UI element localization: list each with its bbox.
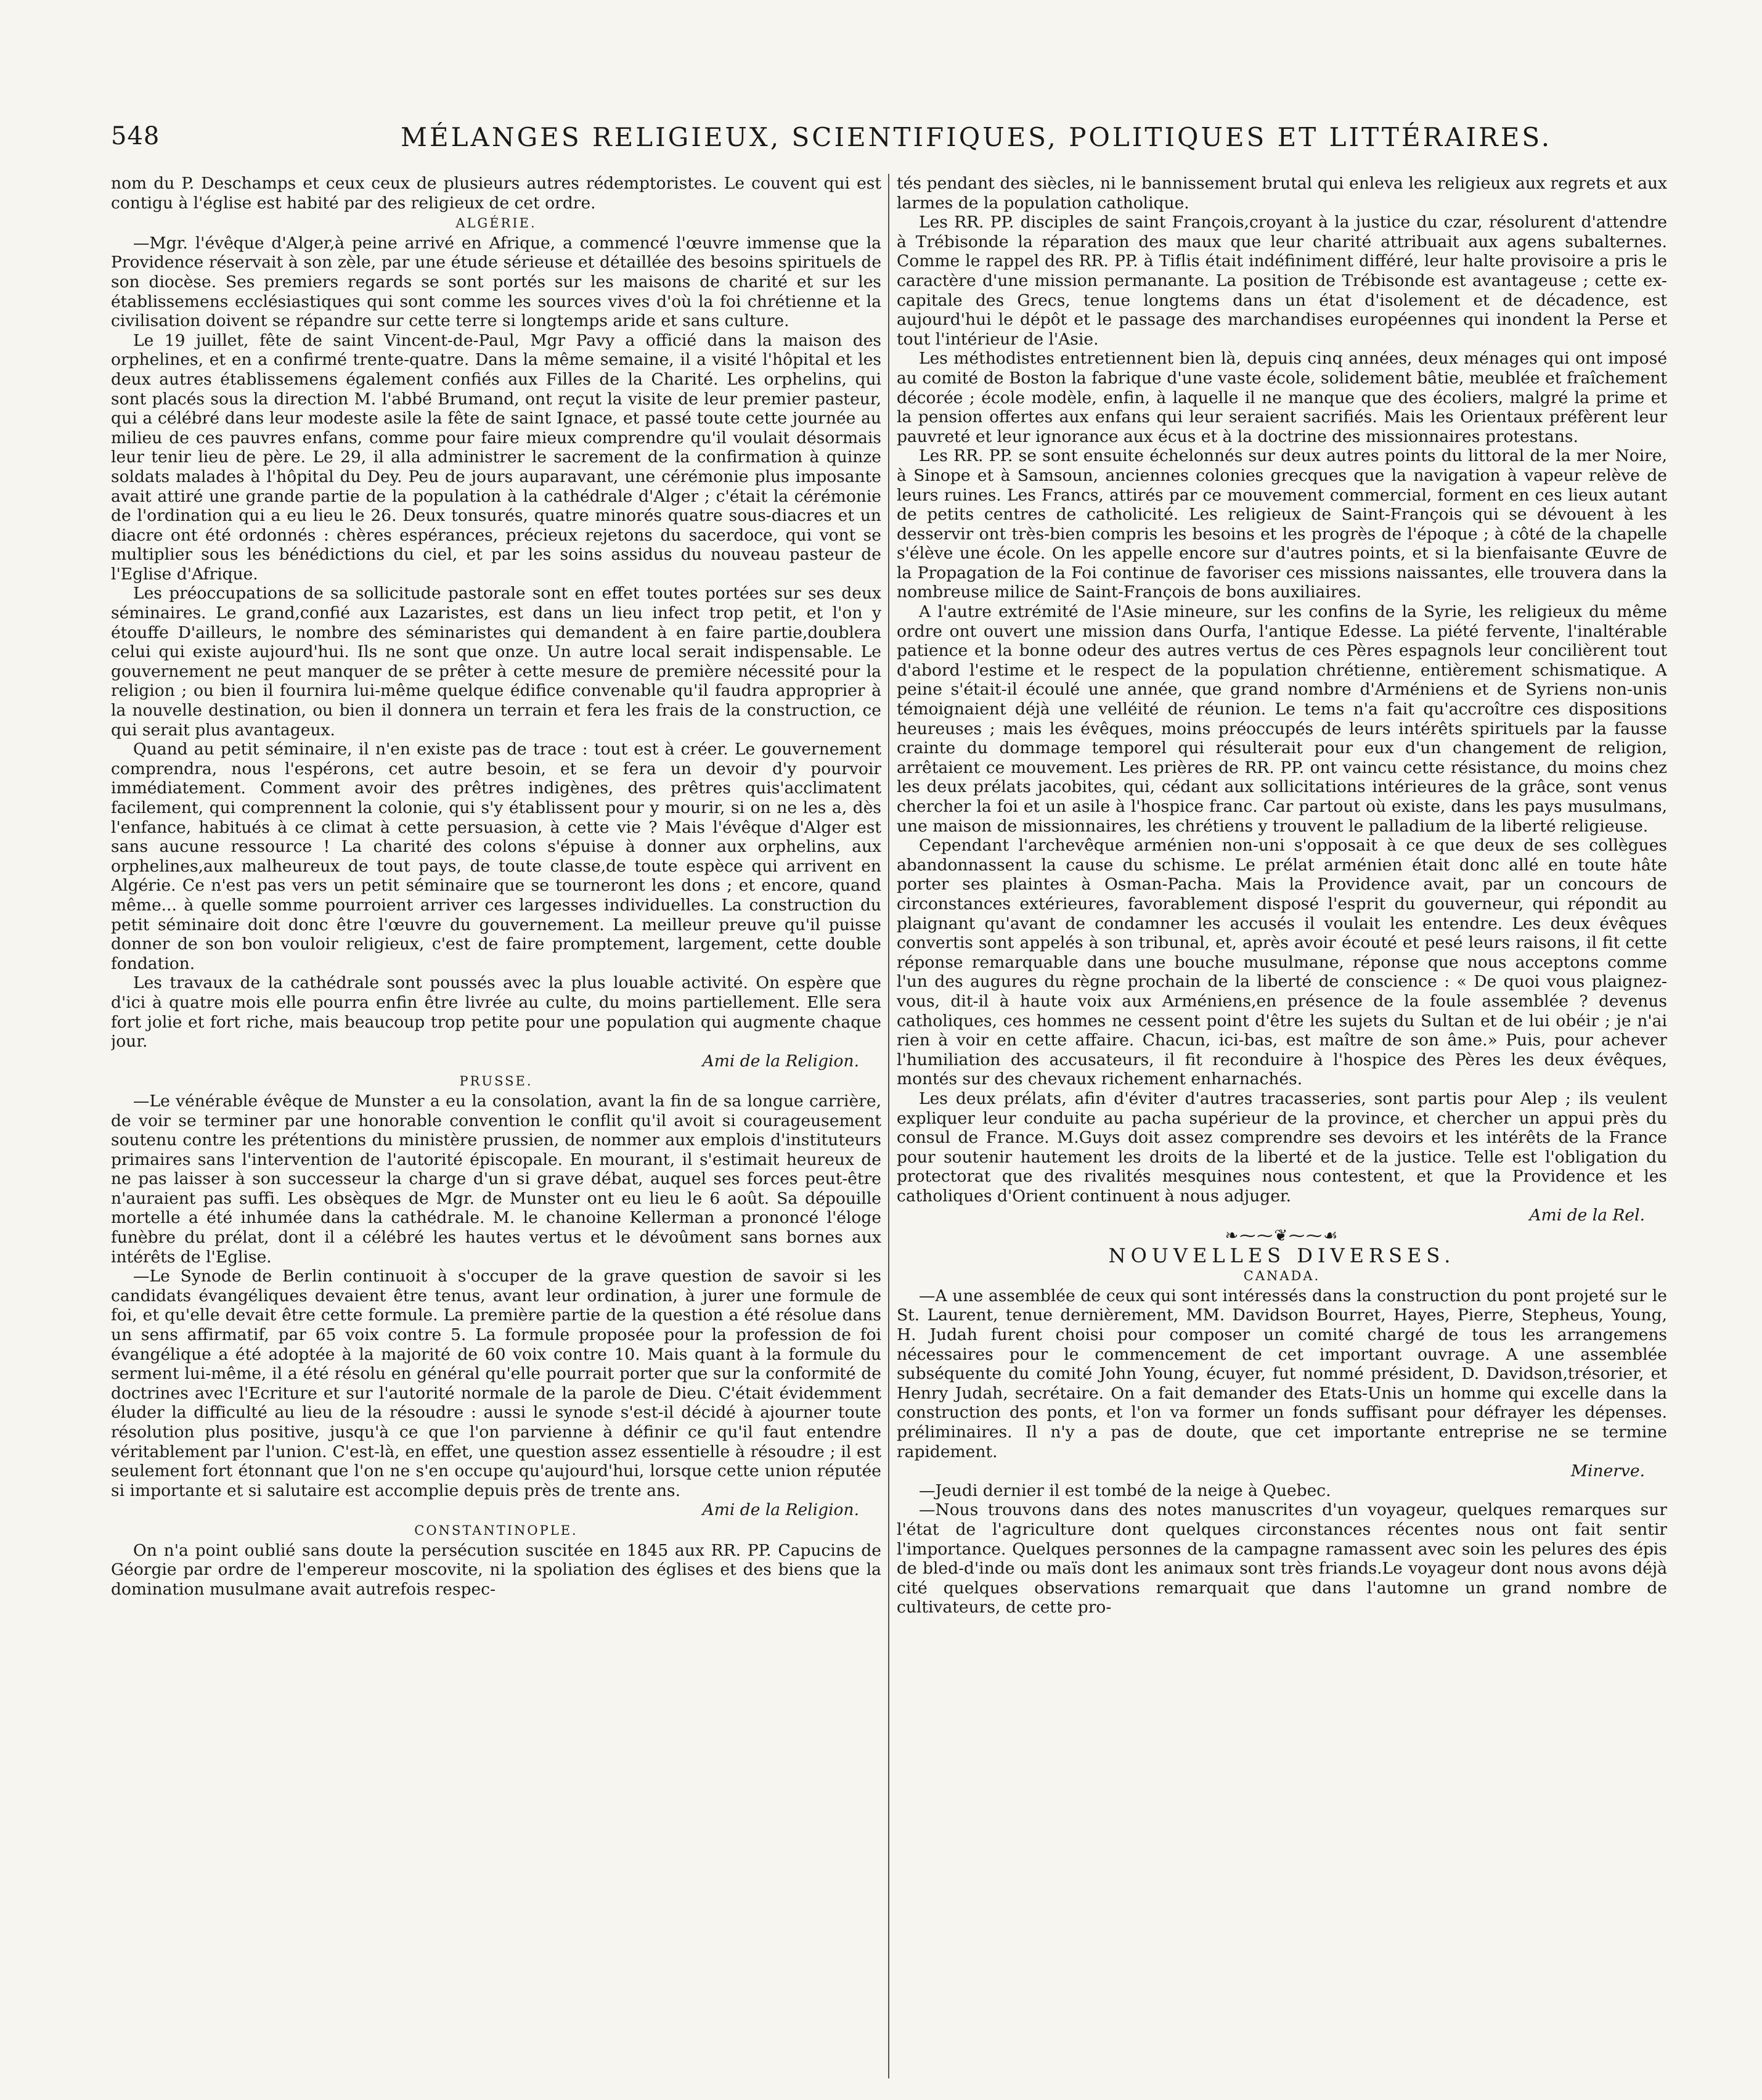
paragraph: nom du P. Deschamps et ceux ceux de plusieurs autres rédemptoristes. Le couvent qui est contigu à l'église est habité par des religieux de cet ordre. [111, 174, 881, 213]
ornament-divider: ❧⁓⁓❦⁓⁓☙ [1225, 1227, 1339, 1246]
section-heading-constantinople: CONSTANTINOPLE. [414, 1522, 578, 1538]
paragraph: —Mgr. l'évêque d'Alger,à peine arrivé en Afrique, a commencé l'œuvre immense que la Providence réservait à son zèle, par une étude sérieuse et détaillée des besoins spirituels de son diocèse. Ses premiers regards se sont portés sur les maisons de charité et sur les établissemens ecclésiastiques qui sont comme les sources vives d'où la foi chrétienne et la civilisation doivent se répandre sur cette terre si longtemps aride et sans culture. [111, 233, 881, 331]
paragraph: —Le vénérable évêque de Munster a eu la consolation, avant la fin de sa longue carrière, de voir se terminer par une honorable convention le conflit qu'il avoit si courageusement soutenu contre les prétentions du ministère prussien, de nommer aux emplois d'instituteurs primaires sans l'intervention de l'autorité épiscopale. En mourant, il s'estimait heureux de ne pas laisser à son successeur la charge d'un si grave débat, auquel ses forces peut-être n'auraient pas suffi. Les obsèques de Mgr. de Munster ont eu lieu le 6 août. Sa dépouille mortelle a été inhumée dans la cathédrale. M. le chanoine Kellerman a prononcé l'éloge funèbre du prélat, dont il a célébré les hautes vertus et le dévoûment sans bornes aux intérêts de l'Eglise. [111, 1091, 881, 1267]
source-attribution: Minerve. [1570, 1461, 1645, 1481]
paragraph: —Nous trouvons dans des notes manuscrites d'un voyageur, quelques remarques sur l'état de l'agriculture dont quelques circonstances récentes nous ont fait sentir l'importance. Quelques personnes de la campagne ramassent avec soin les pelures des épis de bled-d'inde ou maïs dont les animaux sont très friands.Le voyageur dont nous avons déjà cité quelques observations remarquait que dans l'automne un grand nombre de cultivateurs, de cette pro- [897, 1500, 1667, 1617]
source-attribution: Ami de la Religion. [702, 1051, 859, 1071]
paragraph: —Le Synode de Berlin continuoit à s'occuper de la grave question de savoir si les candidats évangéliques devaient être tenus, avant leur ordination, à jurer une formule de foi, et qu'elle devait être cette formule. La première partie de la question a été résolue dans un sens affirmatif, par 65 voix contre 5. La formule proposée pour la profession de foi évangélique a été adoptée à la majorité de 60 voix contre 10. Mais quant à la formule du serment lui-même, il a été résolu en général qu'elle pourrait porter que sur la conformité de doctrines avec l'Ecriture et sur l'autorité normale de la parole de Dieu. C'était évidemment éluder la difficulté au lieu de la résoudre : aussi le synode s'est-il décidé à ajourner toute résolution plus positive, jusqu'à ce que l'on parvienne à définir ce qu'il faut entendre véritablement par l'union. C'est-là, en effet, une question assez essentielle à résoudre ; il est seulement fort étonnant que l'on ne s'en occupe qu'aujourd'hui, lorsque cette union réputée si importante et si salutaire est accomplie depuis près de trente ans. [111, 1267, 881, 1500]
paragraph: tés pendant des siècles, ni le bannissement brutal qui enleva les religieux aux regrets et aux larmes de la population catholique. [897, 174, 1667, 213]
running-title: MÉLANGES RELIGIEUX, SCIENTIFIQUES, POLITIQUES ET LITTÉRAIRES. [401, 122, 1552, 152]
source-attribution: Ami de la Religion. [702, 1500, 859, 1520]
paragraph: —Jeudi dernier il est tombé de la neige à Quebec. [919, 1481, 1331, 1500]
section-heading-nouvelles-diverses: NOUVELLES DIVERSES. [1108, 1243, 1456, 1267]
paragraph: Le 19 juillet, fête de saint Vincent-de-Paul, Mgr Pavy a officié dans la maison des orphelines, et en a confirmé trente-quatre. Dans la même semaine, il a visité l'hôpital et les deux autres établissemens également confiés aux Filles de la Charité. Les orphelins, qui sont placés sous la direction M. l'abbé Brumand, ont reçut la visite de leur premier pasteur, qui a célébré dans leur modeste asile la fête de saint Ignace, et passé toute cette journée au milieu de ces pauvres enfans, comme pour faire mieux comprendre qu'il voulait désormais leur tenir lieu de père. Le 29, il alla administrer le sacrement de la confirmation à quinze soldats malades à l'hôpital du Dey. Peu de jours auparavant, une cérémonie plus imposante avait attiré une grande partie de la population à la cathédrale d'Alger ; c'était la cérémonie de l'ordination qui a eu lieu le 26. Deux tonsurés, quatre minorés quatre sous-diacres et un diacre ont été ordonnés : chères espérances, précieux rejetons du sacerdoce, qui vont se multiplier sous les bénédictions du ciel, et par les soins assidus du nouveau pasteur de l'Eglise d'Afrique. [111, 330, 881, 584]
paragraph: Quand au petit séminaire, il n'en existe pas de trace : tout est à créer. Le gouvernement comprendra, nous l'espérons, cet autre besoin, et se fera un devoir d'y pourvoir immédiatement. Comment avoir des prêtres indigènes, des prêtres quis'acclimatent facilement, qui comprennent la colonie, qui s'y établissent pour y mourir, si on ne les a, dès l'enfance, habitués à ce climat à cette persuasion, à cette vie ? Mais l'évêque d'Alger est sans aucune ressource ! La charité des colons s'épuise à donner aux orphelins, aux orphelines,aux malheureux de tout pays, de toute classe,de toute espèce qui arrivent en Algérie. Ce n'est pas vers un petit séminaire que se tourneront les dons ; et encore, quand même... à quelle somme pourroient arriver ces largesses individuelles. La construction du petit séminaire doit donc être l'œuvre du gouvernement. La meilleur preuve qu'il puisse donner de son bon vouloir religieux, c'est de faire promptement, largement, cette double fondation. [111, 740, 881, 973]
column-divider [888, 174, 889, 2078]
paragraph: Les deux prélats, afin d'éviter d'autres tracasseries, sont partis pour Alep ; ils veulent expliquer leur conduite au pacha supérieur de la province, et chercher un appui près du consul de France. M.Guys doit assez comprendre ses devoirs et les intérêts de la France pour soutenir hautement les droits de la liberté et de la justice. Telle est l'obligation du protectorat que des rivalités mesquines nous contestent, et que la Providence et les catholiques d'Orient continuent à nous adjuger. [897, 1089, 1667, 1206]
right-column [897, 174, 1667, 2078]
page-number: 548 [111, 122, 160, 150]
section-heading-canada: CANADA. [1243, 1269, 1321, 1284]
page-header [111, 122, 1652, 159]
section-heading-algerie: ALGÉRIE. [455, 216, 537, 231]
paragraph: Cependant l'archevêque arménien non-uni s'opposait à ce que deux de ses collègues abandonnassent la cause du schisme. Le prélat arménien était donc allé en toute hâte porter ses plaintes à Osman-Pacha. Mais la Providence avait, par un concours de circonstances extérieures, favorablement disposé l'esprit du gouverneur, qui répondit au plaignant qu'avant de condamner les accusés il voulait les entendre. Les deux évêques convertis sont appelés à son tribunal, et, après avoir écouté et pesé leurs raisons, il fit cette réponse remarquable dans une bouche musulmane, réponse que nous acceptons comme l'un des augures du règne prochain de la liberté de conscience : « De quoi vous plaignez-vous, dit-il à haute voix aux Arméniens,en présence de la foule assemblée ? devenus catholiques, ces hommes ne cessent point d'être les sujets du Sultan et de lui obéir ; je n'ai rien à voir en cette affaire. Chacun, ici-bas, est maître de son âme.» Puis, pour achever l'humiliation des accusateurs, il fit reconduire à l'hospice des Pères les deux évêques, montés sur des chevaux richement enharnachés. [897, 836, 1667, 1089]
paragraph: Les RR. PP. disciples de saint François,croyant à la justice du czar, résolurent d'attendre à Trébisonde la réparation des maux que leur charité attribuait aux agens subalternes. Comme le rappel des RR. PP. à Tiflis était indéfiniment différé, leur halte provisoire a pris le caractère d'une mission permanante. La position de Trébisonde est avantageuse ; cette ex-capitale des Grecs, tenue longtems dans un état d'isolement et de décadence, est aujourd'hui le dépôt et le passage des marchandises européennes qui inondent la Perse et tout l'intérieur de l'Asie. [897, 213, 1667, 349]
paragraph: Les méthodistes entretiennent bien là, depuis cinq années, deux ménages qui ont imposé au comité de Boston la fabrique d'une vaste école, solidement bâtie, meublée et fraîchement décorée ; école modèle, enfin, à laquelle il ne manque que des écoliers, malgré la prime et la pension offertes aux enfans qui leur seraient sacrifiés. Mais les Orientaux préfèrent leur pauvreté et leur ignorance aux écus et à la doctrine des missionnaires protestans. [897, 349, 1667, 446]
left-column [111, 174, 881, 2078]
paragraph: —A une assemblée de ceux qui sont intéressés dans la construction du pont projeté sur le St. Laurent, tenue dernièrement, MM. Davidson Bourret, Hayes, Pierre, Stepheus, Young, H. Judah furent choisi pour composer un comité chargé de tous les arrangemens nécessaires pour le commencement de cet important ouvrage. A une assemblée subséquente du comité John Young, écuyer, fut nommé président, D. Davidson,trésorier, et Henry Judah, secrétaire. On a fait demander des Etats-Unis un homme qui excelle dans la construction des ponts, et l'on va former un fonds suffisant pour défrayer les dépenses. préliminaires. Il n'y a pas de doute, que cet importante entreprise ne se termine rapidement. [897, 1286, 1667, 1461]
source-attribution: Ami de la Rel. [1529, 1206, 1645, 1225]
paragraph: A l'autre extrémité de l'Asie mineure, sur les confins de la Syrie, les religieux du même ordre ont ouvert une mission dans Ourfa, l'antique Edesse. La piété fervente, l'inaltérable patience et la bonne odeur des autres vertus de ces Pères espagnols leur concilièrent tout d'abord l'estime et le respect de la population chrétienne, entièrement schismatique. A peine s'était-il écoulé une année, que grand nombre d'Arméniens et de Syriens non-unis témoignaient déjà une velléité de réunion. Le tems n'a fait qu'accroître ces dispositions heureuses ; mais les évêques, moins préoccupés de leurs intérêts spirituels par la fausse crainte du dommage temporel qui résulterait pour eux d'un changement de religion, arrêtaient ce mouvement. Les prières de RR. PP. ont vaincu cette résistance, du moins chez les deux prélats jacobites, qui, cédant aux sollicitations intérieures de la grâce, sont venus chercher la foi et un asile à l'hospice franc. Car partout où existe, dans les pays musulmans, une maison de missionnaires, les chrétiens y trouvent le palladium de la liberté religieuse. [897, 602, 1667, 836]
paragraph: Les préoccupations de sa sollicitude pastorale sont en effet toutes portées sur ses deux séminaires. Le grand,confié aux Lazaristes, est dans un lieu infect trop petit, et l'on y étouffe D'ailleurs, le nombre des séminaristes qui demandent à en faire partie,doublera celui qui existe aujourd'hui. Ils ne sont que onze. Un autre local serait indispensable. Le gouvernement ne peut manquer de se prêter à cette mesure de première nécessité pour la religion ; ou bien il fournira lui-même quelque édifice convenable qu'il faudra approprier à la nouvelle destination, ou bien il donnera un terrain et fera les frais de la construction, ce qui serait plus avantageux. [111, 584, 881, 740]
section-heading-prusse: PRUSSE. [459, 1074, 533, 1089]
paragraph: Les travaux de la cathédrale sont poussés avec la plus louable activité. On espère que d'ici à quatre mois elle pourra enfin être livrée au culte, du moins partiellement. Elle sera fort jolie et fort riche, mais beaucoup trop petite pour une population qui augmente chaque jour. [111, 973, 881, 1052]
paragraph: On n'a point oublié sans doute la persécution suscitée en 1845 aux RR. PP. Capucins de Géorgie par ordre de l'empereur moscovite, ni la spoliation des églises et des biens que la domination musulmane avait autrefois respec- [111, 1540, 881, 1599]
paragraph: Les RR. PP. se sont ensuite échelonnés sur deux autres points du littoral de la mer Noire, à Sinope et à Samsoun, anciennes colonies grecques que la navigation à vapeur relève de leurs ruines. Les Francs, attirés par ce mouvement commercial, forment en ces lieux autant de petits centres de catholicité. Les religieux de Saint-François qui se dévouent à les desservir ont très-bien compris les besoins et les progrès de l'époque ; à côté de la chapelle s'élève une école. On les appelle encore sur d'autres points, et si la bienfaisante Œuvre de la Propagation de la Foi continue de favoriser ces missions naissantes, elle trouvera dans la nombreuse milice de Saint-François de bons auxiliaires. [897, 446, 1667, 602]
